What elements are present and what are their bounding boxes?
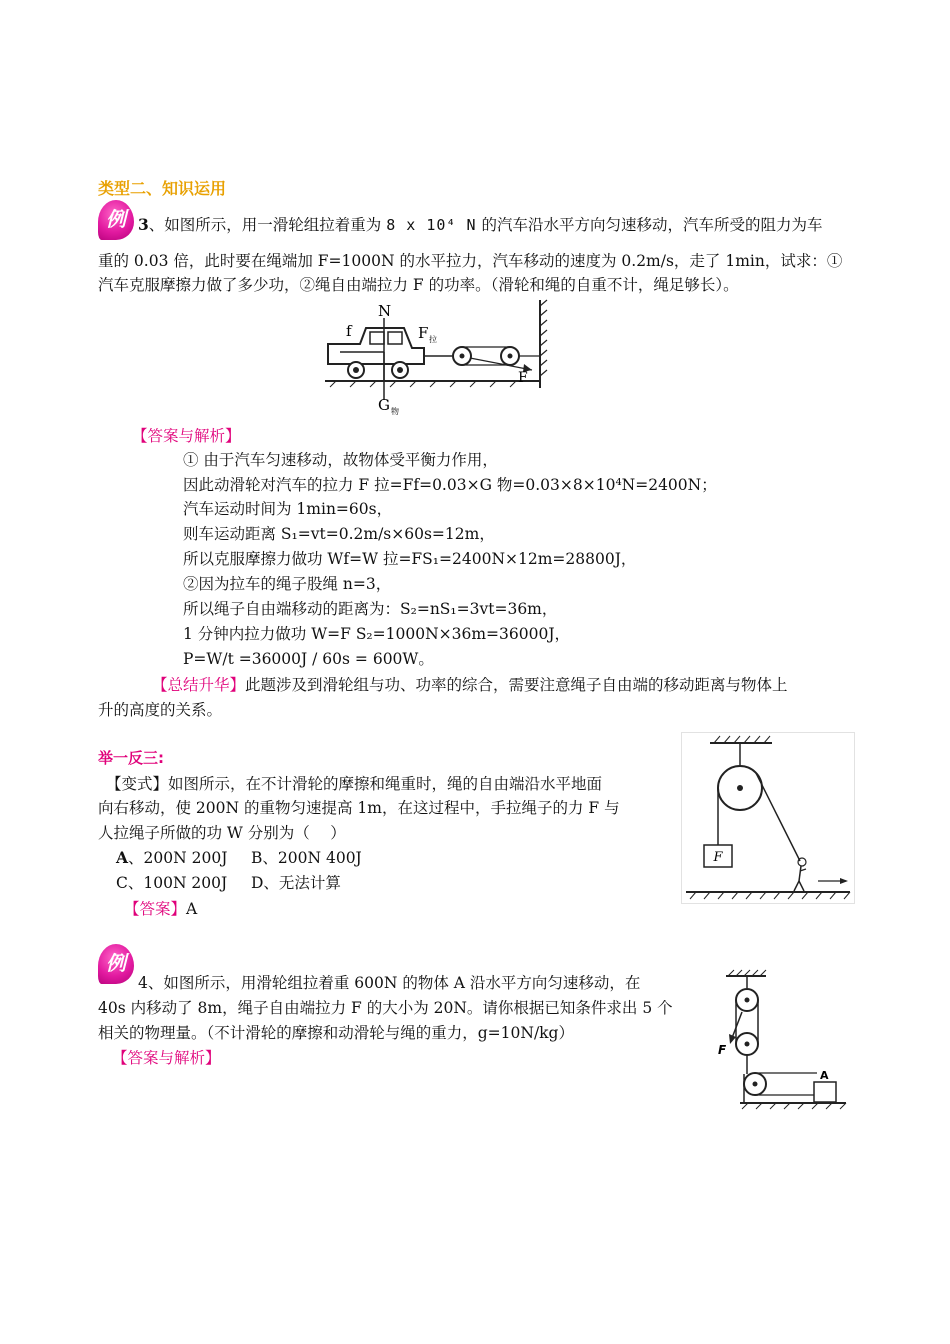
box-label: F bbox=[713, 850, 723, 865]
solution-line-4: 则车运动距离 S₁=vt=0.2m/s×60s=12m， bbox=[183, 525, 495, 543]
example3-line2: 重的 0.03 倍，此时要在绳端加 F=1000N 的水平拉力，汽车移动的速度为 0.2m/s，走了 1min，试求：① bbox=[98, 252, 843, 270]
option-d[interactable]: D、无法计算 bbox=[251, 874, 341, 892]
label-f-end: F bbox=[518, 370, 528, 386]
label-n: N bbox=[378, 302, 392, 320]
example4-figure bbox=[712, 966, 852, 1112]
weight-expression: 8 x 10⁴ N bbox=[386, 216, 477, 234]
example4-line2: 40s 内移动了 8m，绳子自由端拉力 F 的大小为 20N。请你根据已知条件求出 5 个 bbox=[98, 999, 673, 1017]
option-c[interactable]: C、100N 200J bbox=[116, 874, 228, 892]
variant-answer-value: A bbox=[186, 900, 198, 918]
example-badge: 例 bbox=[98, 200, 134, 240]
example4-line1: 4、如图所示，用滑轮组拉着重 600N 的物体 A 沿水平方向匀速移动，在 bbox=[138, 974, 641, 992]
solution-line-2: 因此动滑轮对汽车的拉力 F 拉=Ff=0.03×G 物=0.03×8×10⁴N=2400N； bbox=[183, 476, 717, 494]
answer-header-4: 【答案与解析】 bbox=[112, 1049, 221, 1067]
variant-text-1: 如图所示，在不计滑轮的摩擦和绳重时，绳的自由端沿水平地面 bbox=[168, 775, 603, 793]
label-f-pull: F bbox=[418, 324, 429, 342]
example-badge-4: 例 bbox=[98, 944, 134, 984]
label-g-sub: 物 bbox=[391, 407, 399, 416]
example3-line1-a: 、如图所示，用一滑轮组拉着重为 bbox=[148, 216, 382, 234]
summary-line-2: 升的高度的关系。 bbox=[98, 701, 223, 719]
summary-text-1: 此题涉及到滑轮组与功、功率的综合，需要注意绳子自由端的移动距离与物体上 bbox=[245, 676, 788, 694]
variant-title: 举一反三: bbox=[98, 749, 164, 767]
label-f-pull-sub: 拉 bbox=[429, 335, 437, 344]
example3-line1-b: 的汽车沿水平方向匀速移动，汽车所受的阻力为车 bbox=[481, 216, 823, 234]
solution-line-6: ②因为拉车的绳子股绳 n=3， bbox=[183, 575, 392, 593]
label-f-4: F bbox=[718, 1043, 727, 1057]
option-a[interactable] bbox=[116, 846, 227, 870]
option-b[interactable]: B、200N 400J bbox=[251, 849, 362, 867]
variant-label: 【变式】 bbox=[106, 775, 169, 793]
summary-line-1 bbox=[152, 673, 788, 697]
variant-answer-label: 【答案】 bbox=[124, 900, 187, 918]
solution-line-3: 汽车运动时间为 1min=60s， bbox=[183, 500, 393, 518]
example3-line3: 汽车克服摩擦力做了多少功，②绳自由端拉力 F 的功率。（滑轮和绳的自重不计，绳足够长）。 bbox=[98, 276, 739, 294]
example3-line1 bbox=[138, 213, 822, 237]
variant-answer bbox=[124, 897, 197, 921]
solution-line-8: 1 分钟内拉力做功 W=F S₂=1000N×36m=36000J， bbox=[183, 625, 571, 643]
solution-line-1: ① 由于汽车匀速移动，故物体受平衡力作用， bbox=[183, 451, 498, 469]
solution-line-7: 所以绳子自由端移动的距离为：S₂=nS₁=3vt=36m， bbox=[183, 600, 558, 618]
variant-line3: 人拉绳子所做的功 W 分别为（ ） bbox=[98, 824, 346, 842]
car-pulley-figure bbox=[320, 298, 550, 418]
solution-line-9: P=W/t =36000J / 60s = 600W。 bbox=[183, 650, 434, 668]
solution-line-5: 所以克服摩擦力做功 Wf=W 拉=FS₁=2400N×12m=28800J， bbox=[183, 550, 637, 568]
answer-header-3: 【答案与解析】 bbox=[132, 427, 241, 445]
variant-line1 bbox=[106, 772, 602, 796]
summary-label: 【总结升华】 bbox=[152, 676, 246, 694]
label-f: f bbox=[346, 322, 352, 340]
option-a-letter: A bbox=[116, 848, 129, 867]
section-title: 类型二、知识运用 bbox=[98, 179, 227, 198]
label-a: A bbox=[820, 1069, 829, 1082]
variant-figure bbox=[681, 732, 855, 904]
example3-number: 3 bbox=[138, 215, 149, 234]
option-a-text: 、200N 200J bbox=[128, 849, 228, 867]
label-g: G bbox=[378, 396, 390, 414]
example4-line3: 相关的物理量。（不计滑轮的摩擦和动滑轮与绳的重力，g=10N/kg） bbox=[98, 1024, 574, 1042]
variant-line2: 向右移动，使 200N 的重物匀速提高 1m，在这过程中，手拉绳子的力 F 与 bbox=[98, 799, 620, 817]
